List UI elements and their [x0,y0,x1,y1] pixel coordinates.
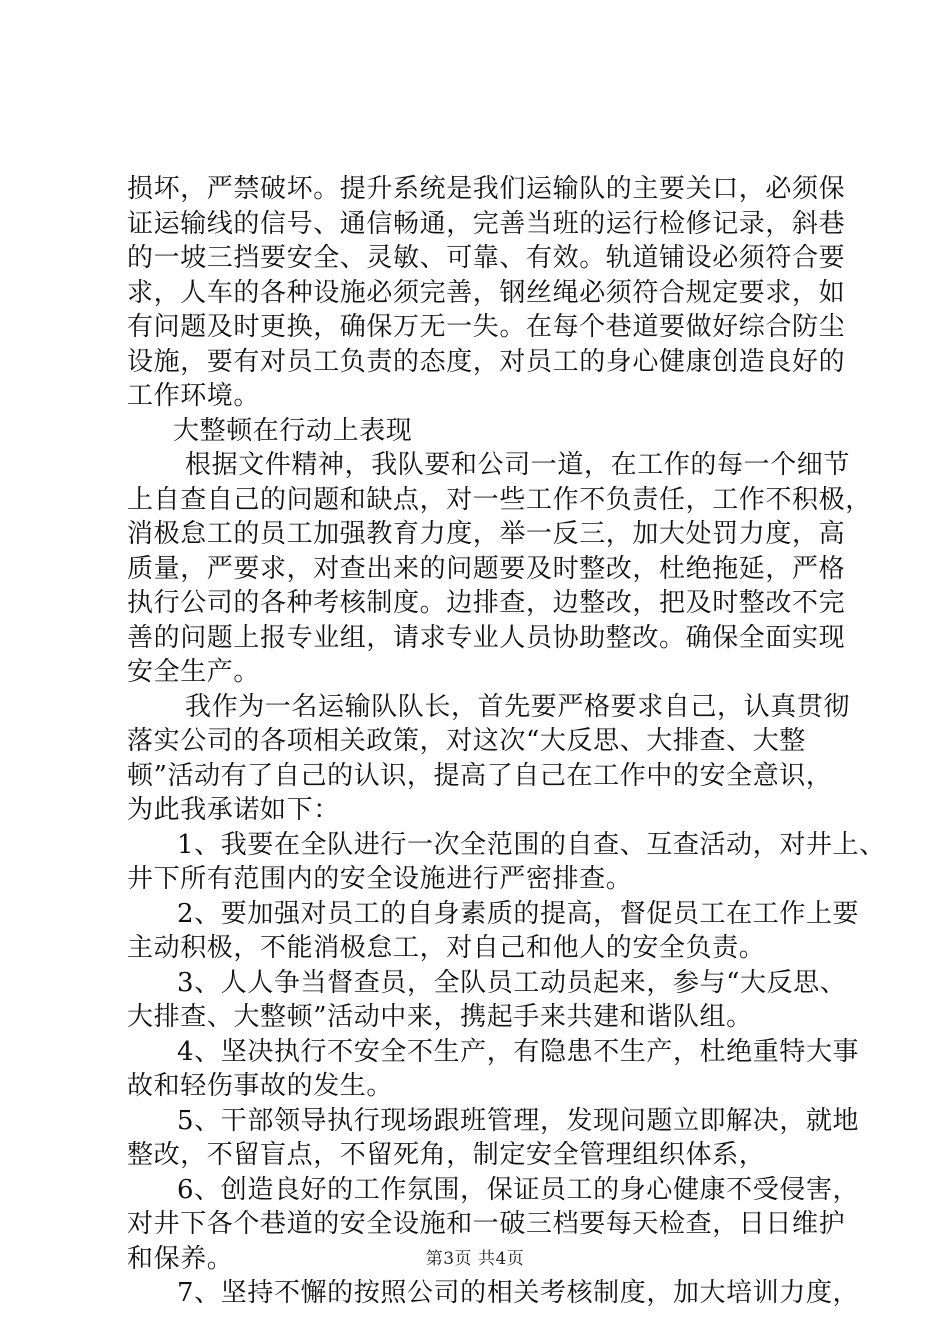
text-line: 对井下各个巷道的安全设施和一破三档要每天检查，日日维护 [127,1209,846,1239]
text-line: 我作为一名运输队队长，首先要严格要求自己，认真贯彻 [185,691,851,722]
text-line: 根据文件精神，我队要和公司一道，在工作的每一个细节 [185,450,851,480]
list-item-5: 5、干部领导执行现场跟班管理，发现问题立即解决，就地 [177,1105,860,1136]
text-line: 安全生产。 [127,657,261,687]
list-item-1: 1、我要在全队进行一次全范围的自查、互查活动，对井上、 [177,829,886,860]
text-line: 损坏，严禁破坏。提升系统是我们运输队的主要关口，必须保 [127,174,846,204]
text-line: 消极怠工的员工加强教育力度，举一反三，加大处罚力度，高 [127,519,846,549]
list-item-3: 3、人人争当督查员，全队员工动员起来，参与“大反思、 [177,967,847,998]
text-line: 落实公司的各项相关政策，对这次“大反思、大排查、大整 [127,726,806,756]
text-line: 求，人车的各种设施必须完善，钢丝绳必须符合规定要求，如 [127,277,846,308]
text-line: 质量，严要求，对查出来的问题要及时整改，杜绝拖延，严格 [127,553,846,584]
text-line: 顿”活动有了自己的认识，提高了自己在工作中的安全意识， [127,760,833,791]
text-line: 和保养。 [127,1243,234,1274]
list-item-4: 4、坚决执行不安全不生产，有隐患不生产，杜绝重特大事 [177,1036,860,1067]
text-line: 整改，不留盲点，不留死角，制定安全管理组织体系， [127,1140,766,1170]
document-body [127,172,886,1311]
text-line: 主动积极，不能消极怠工，对自己和他人的安全负责。 [127,933,766,963]
list-item-7: 7、坚持不懈的按照公司的相关考核制度，加大培训力度， [177,1278,860,1308]
text-line: 设施，要有对员工负责的态度，对员工的身心健康创造良好的 [127,346,846,377]
text-line: 工作环境。 [127,381,261,411]
text-line: 大排查、大整顿”活动中来，携起手来共建和谐队组。 [127,1002,753,1032]
text-line: 的一坡三挡要安全、灵敏、可靠、有效。轨道铺设必须符合要 [127,243,846,273]
text-line: 井下所有范围内的安全设施进行严密排查。 [127,864,633,894]
list-item-6: 6、创造良好的工作氛围，保证员工的身心健康不受侵害， [177,1174,860,1205]
text-line: 有问题及时更换，确保万无一失。在每个巷道要做好综合防尘 [127,312,846,342]
text-line: 为此我承诺如下： [127,795,340,825]
text-line: 证运输线的信号、通信畅通，完善当班的运行检修记录，斜巷 [127,208,846,239]
section-heading: 大整顿在行动上表现 [173,415,413,446]
text-line: 上自查自己的问题和缺点，对一些工作不负责任，工作不积极， [127,484,872,515]
list-item-2: 2、要加强对员工的自身素质的提高，督促员工在工作上要 [177,898,860,929]
text-line: 善的问题上报专业组，请求专业人员协助整改。确保全面实现 [127,622,846,653]
text-line: 执行公司的各种考核制度。边排查，边整改，把及时整改不完 [127,588,846,618]
text-line: 故和轻伤事故的发生。 [127,1071,394,1101]
page-number: 第3页 共4页 [425,1249,525,1269]
